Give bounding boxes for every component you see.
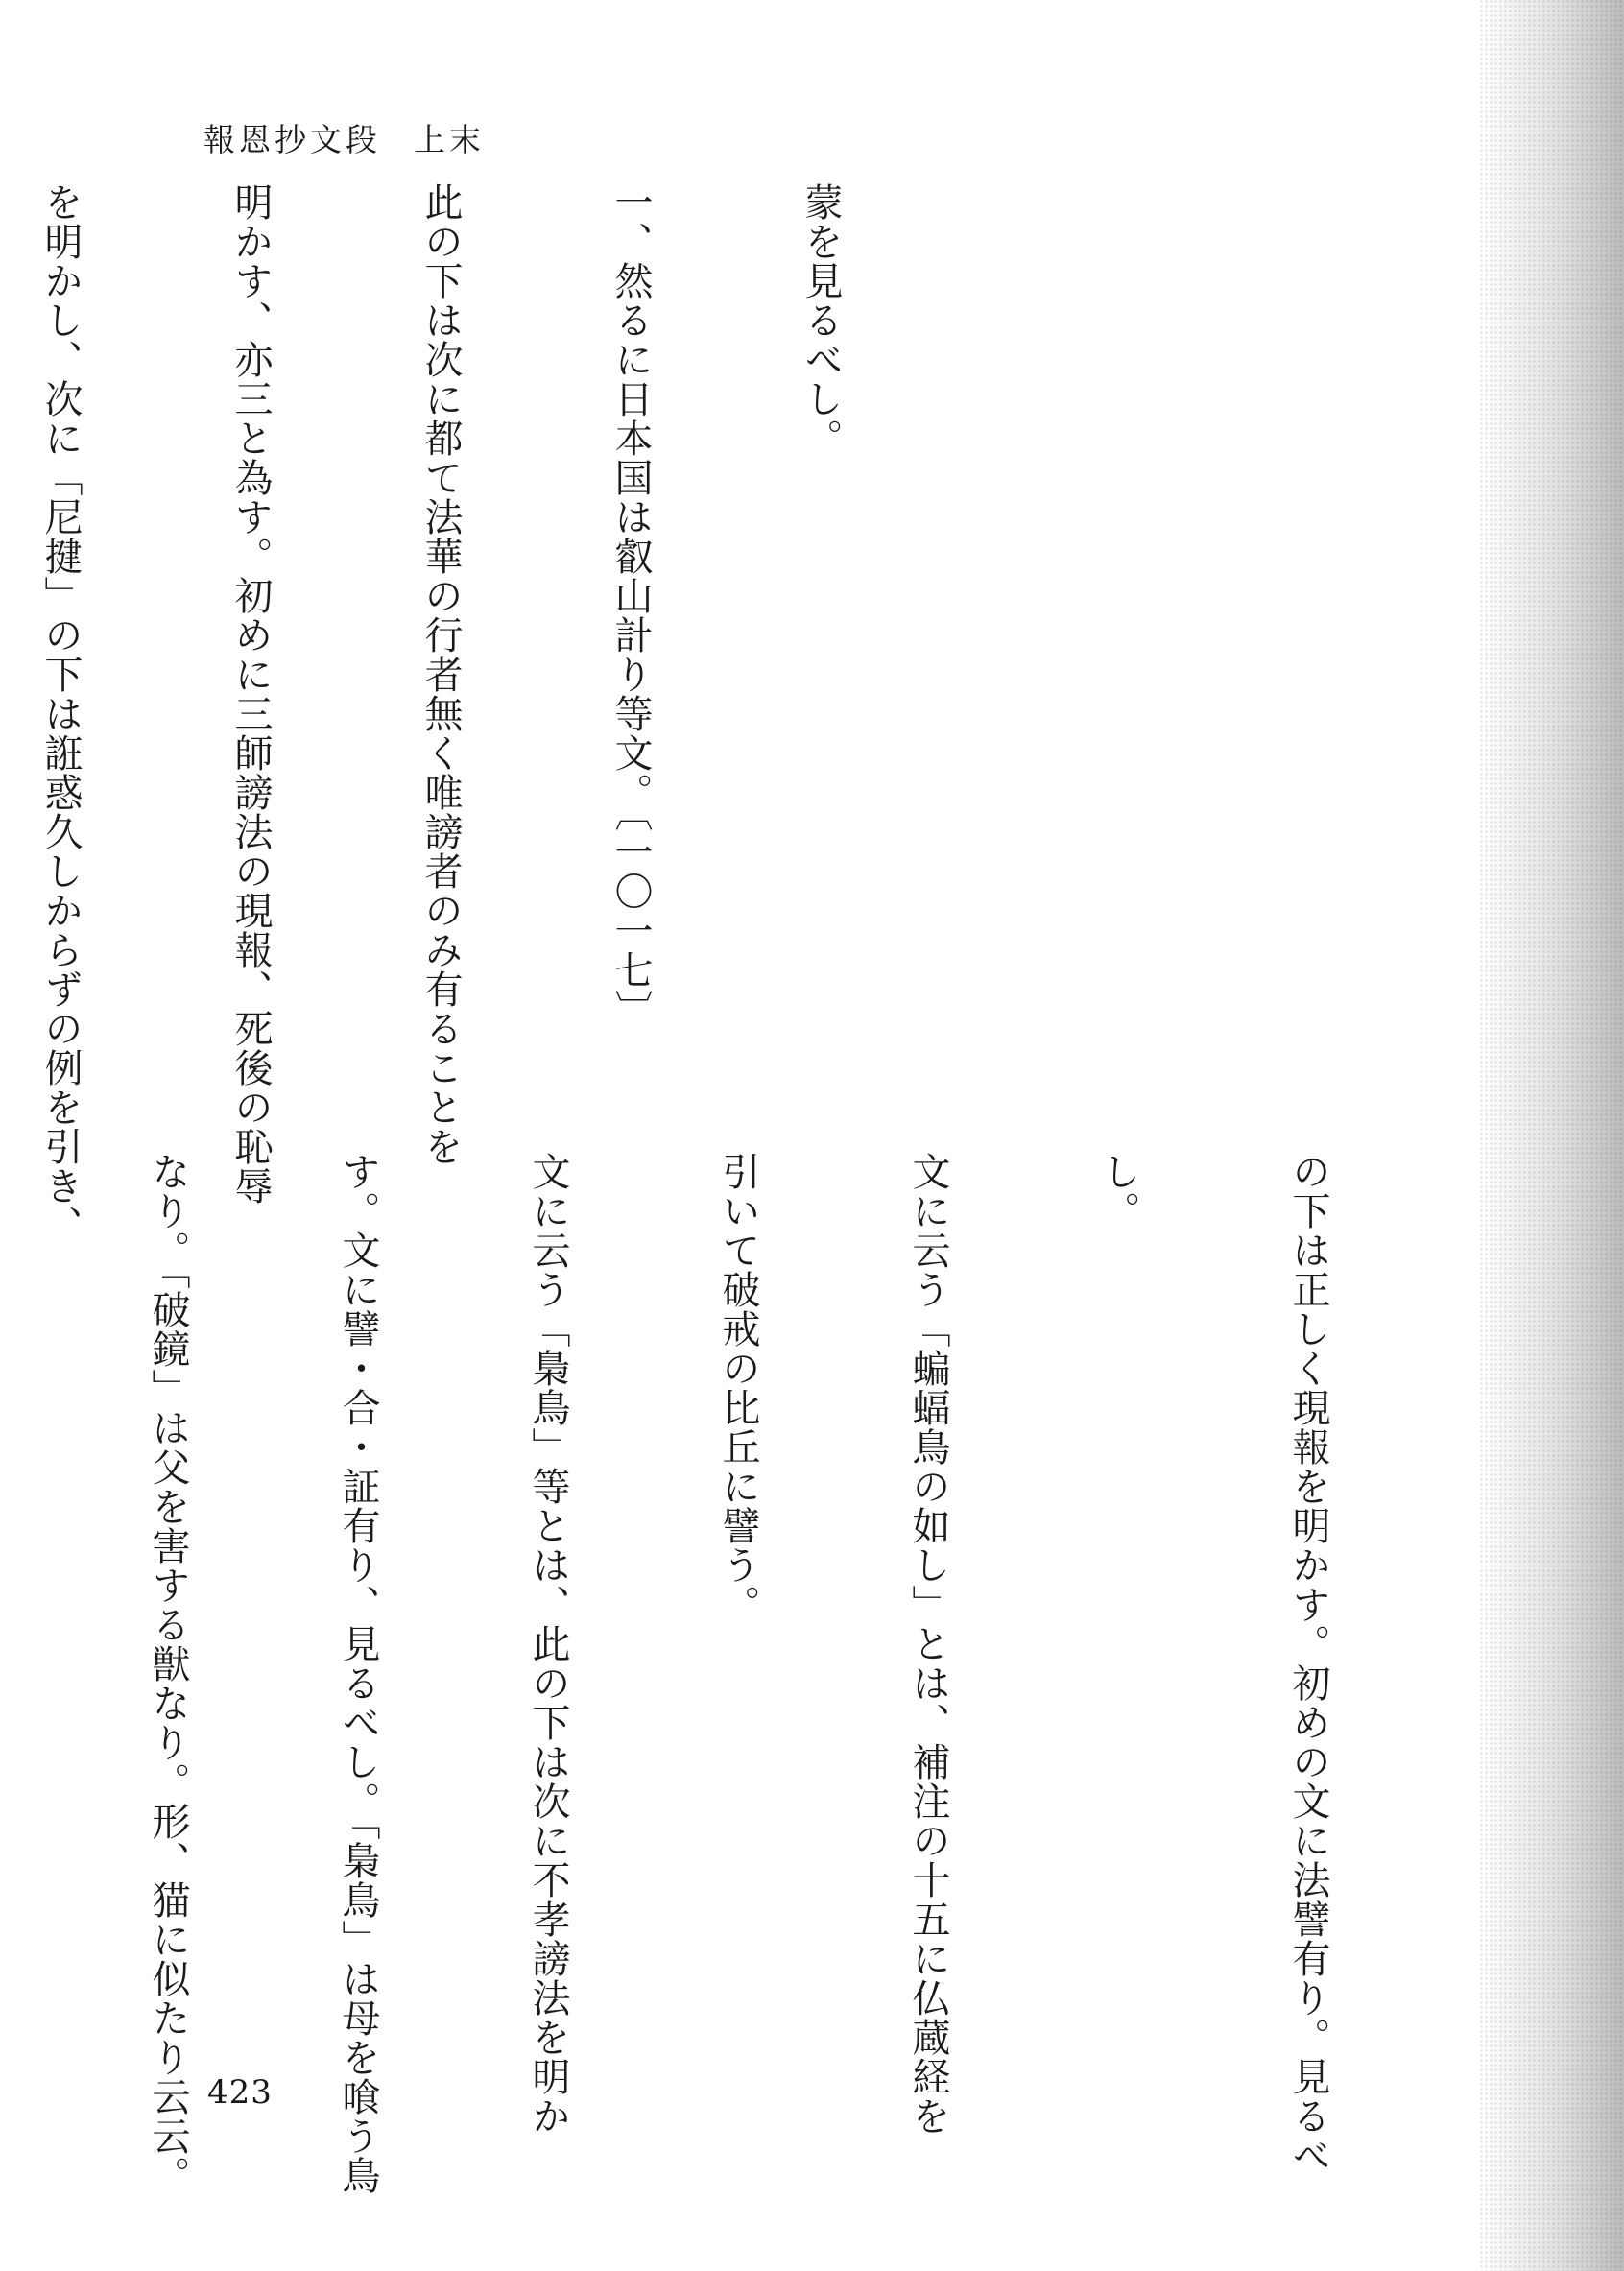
text-column: し。 <box>1096 1152 1140 1231</box>
header-title: 報恩抄文段 <box>203 121 381 158</box>
text-column <box>0 1152 10 2044</box>
text-column: 一、然るに日本国は叡山計り等文。〔一〇一七〕 <box>609 182 653 1029</box>
text-column: なり。「破鏡」は父を害する獣なり。形、猫に似たり云云。 <box>146 1152 190 2195</box>
page-edge-shadow <box>1480 0 1624 2271</box>
text-column: 引いて破戒の比丘に譬う。 <box>716 1152 760 1624</box>
text-column: 文に云う「梟鳥」等とは、此の下は次に不孝謗法を明か <box>526 1152 570 2136</box>
text-column: の下は正しく現報を明かす。初めの文に法譬有り。見るべ <box>1286 1152 1330 2175</box>
text-column: 文に云う「蝙蝠鳥の如し」とは、補注の十五に仏蔵経を <box>906 1152 950 2136</box>
text-block-top <box>38 182 979 1245</box>
text-column: を明かし、次に「尼揵」の下は誑惑久しからずの例を引き、 <box>38 182 83 1245</box>
text-column: 此の下は次に都て法華の行者無く唯謗者のみ有ることを <box>418 182 463 1166</box>
running-header <box>203 115 485 160</box>
page-number: 423 <box>207 2073 273 2112</box>
text-column: 明かす、亦三と為す。初めに三師謗法の現報、死後の恥辱 <box>228 182 273 1206</box>
text-column: 蒙を見るべし。 <box>799 182 843 458</box>
header-section: 上末 <box>414 121 485 158</box>
text-column: す。文に譬・合・証有り、見るべし。「梟鳥」は母を喰う鳥 <box>336 1152 380 2195</box>
